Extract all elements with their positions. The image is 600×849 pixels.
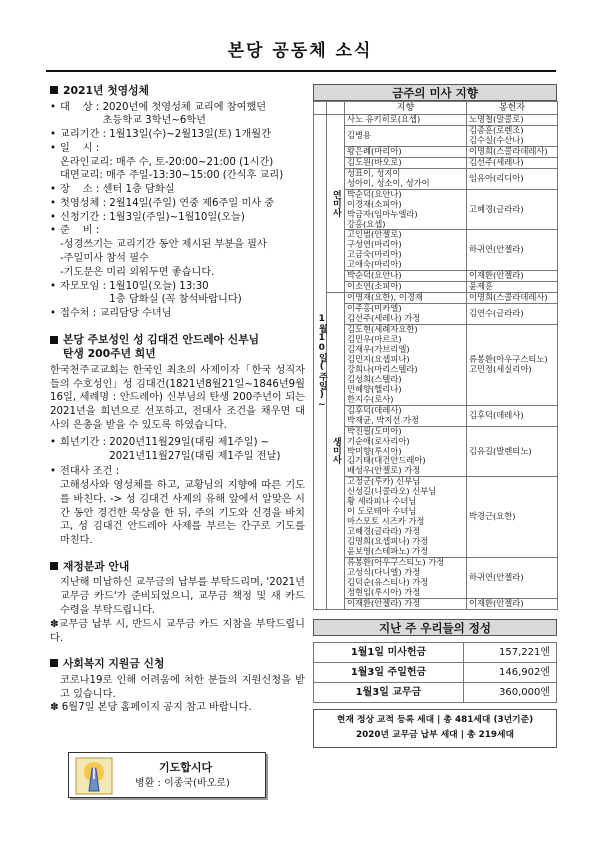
requester-cell: 노명철(말콜로) (467, 115, 558, 126)
offering-table (313, 642, 557, 703)
prayer-title: 기도합시다 (159, 761, 213, 774)
section-heading: 2021년 첫영성체 (50, 84, 305, 99)
intention-cell: 박순덕(요안나) (345, 271, 467, 282)
group-cell-living: 생미사 (327, 293, 345, 610)
praying-hands-icon (75, 757, 113, 795)
table-row (314, 157, 558, 168)
welfare-note: ✽ 6월7일 본당 홈페이지 공지 참고 바랍니다. (50, 702, 252, 714)
offering-label: 1월3일 주일헌금 (314, 662, 464, 682)
requester-cell: 김후덕(데레사) (467, 405, 558, 426)
square-bullet-icon (50, 659, 58, 667)
section-heading: 본당 주보성인 성 김대건 안드레아 신부님 탄생 200주년 희년 (50, 333, 305, 362)
offering-value: 146,902엔 (464, 662, 557, 682)
offering-value: 157,221엔 (464, 642, 557, 662)
registered-households: 현재 정상 교적 등록 세대 | 총 481세대 (3년기준) (336, 714, 534, 725)
intention-cell: 이재환(안젤라) 가정 (345, 598, 467, 609)
jubilee-body: 한국천주교교회는 한국인 최초의 사제이자「한국 성직자들의 수호성인」성 김대건(1821년8월21일~1846년9월16일, 세례명 : 안드레아) 신부님의 탄생 200주년이 되는 2021년을 희년으로 선포하고, 전대사 조건을 채우면 대사의 은총을 받을 수 있도록 하였습니다. (50, 364, 305, 431)
table-row (314, 557, 558, 598)
table-row (314, 293, 558, 304)
requester-cell: 이재환(안젤라) (467, 598, 558, 609)
info-row: • 자모모임 : 1월10일(오늘) 13:30 1층 담화실 (꼭 참석바랍니다) (50, 280, 305, 308)
registration-summary (313, 709, 557, 748)
offering-row (314, 682, 557, 702)
intention-cell: 왕은례(마리아) (345, 146, 467, 157)
intention-cell: 김후덕(데레사) 박재균, 박지선 가정 (345, 405, 467, 426)
table-row (314, 426, 558, 477)
intention-cell: 이주홍(미카엘) 김선주(세레나) 가정 (345, 304, 467, 325)
info-key: 첫영성체 (60, 197, 100, 209)
requester-cell: 김선주(세레나) (467, 157, 558, 168)
info-value (103, 224, 305, 238)
table-row (314, 271, 558, 282)
column-header-requester: 봉헌자 (467, 102, 558, 115)
right-column (313, 84, 557, 748)
offering-label: 1월3일 교무금 (314, 682, 464, 702)
info-row: • 준 비 : (50, 224, 305, 238)
table-row (314, 598, 558, 609)
welfare-body: 코로나19로 인해 어려움에 처한 분들의 지원신청을 받고 있습니다. (60, 674, 305, 700)
requester-cell: 김종훈(로렌조) 김수실(수산나) (467, 125, 558, 146)
left-column (50, 84, 305, 724)
info-row: • 접수처 : 교리담당 수녀님 (50, 307, 305, 321)
requester-cell: 이명희(스콜라데레사) (467, 293, 558, 304)
info-value: 2020년에 첫영성체 교리에 참여했던 초등학교 3학년~6학년 (102, 101, 267, 127)
requester-cell: 이명희(스콜라데레사) (467, 146, 558, 157)
info-row: • 교리기간 : 1월13일(수)~2월13일(토) 1개월간 (50, 128, 305, 142)
intention-cell: 박진필(도미아) 기순애(로사리아) 박미향(루시아) 김기태(대건안드레아) 배성우(안젤로) 가정 (345, 426, 467, 477)
requester-cell: 하귀연(안젤라) (467, 557, 558, 598)
intention-cell: 이명재(요한), 이경재 (345, 293, 467, 304)
table-row (314, 168, 558, 189)
title-divider (46, 70, 556, 72)
requester-cell: 박경근(요한) (467, 477, 558, 558)
info-key: 대 상 (60, 101, 93, 113)
table-corner (314, 102, 327, 115)
info-key: 교리기간 (60, 129, 100, 141)
mass-intention-title: 금주의 미사 지향 (313, 84, 557, 101)
info-value: 교리담당 수녀님 (99, 308, 172, 320)
section-first-communion (50, 84, 305, 321)
requester-cell: 임유아(리디아) (467, 168, 558, 189)
offering-label: 1월1일 미사헌금 (314, 642, 464, 662)
square-bullet-icon (50, 86, 58, 94)
finance-note: ✽교무금 납부 시, 반드시 교무금 카드 지참을 부탁드립니다. (50, 618, 305, 644)
mass-intention-table (313, 101, 558, 610)
requester-cell: 김유길(발렌티노) (467, 426, 558, 477)
page-title: 본당 공동체 소식 (227, 41, 373, 61)
requester-cell: 김연수(글라라) (467, 304, 558, 325)
jubilee-condition-text: 고해성사와 영성체를 하고, 교황님의 지향에 따른 기도를 바친다. -> 성 김대건 사제의 유해 앞에서 알맞은 시간 동안 경건한 묵상을 한 뒤, 주의 기도와 신경을 바치고, 성 김대건 안드레아 사제를 부르는 간구로 기도를 마친다. (60, 480, 305, 547)
intention-cell: 류봉환(아우구스티노) 가정 고성식(다니엘) 가정 김덕순(유스티나) 가정 정현임(루시아) 가정 (345, 557, 467, 598)
intention-cell: 이소연(소피아) (345, 282, 467, 293)
offering-row (314, 662, 557, 682)
info-value: 1월13일(수)~2월13일(토) 1개월간 (109, 129, 271, 141)
jubilee-condition-label: • 전대사 조건 : (50, 466, 120, 478)
table-row (314, 146, 558, 157)
paid-households: 2020년 교무금 납부 세대 | 총 219세대 (356, 730, 514, 741)
info-value: 1월3일(주일)~1월10일(오늘) (109, 211, 245, 223)
requester-cell: 류봉환(아우구스티노) 고민정(세실리아) (467, 325, 558, 406)
info-value: 센터 1층 담화실 (102, 184, 175, 196)
square-bullet-icon (50, 336, 58, 344)
intention-cell: 김병용 (345, 125, 467, 146)
info-key: 자모모임 (60, 280, 100, 292)
finance-body: 지난해 미납하신 교무금의 납부를 부탁드리며, '2021년 교무금 카드'가 준비되었으니, 교무금 책정 및 새 카드 수령을 부탁드립니다. (60, 577, 305, 616)
info-row: • 대 상 : 2020년에 첫영성체 교리에 참여했던 초등학교 3학년~6학년 (50, 101, 305, 129)
offering-title: 지난 주 우리들의 정성 (313, 619, 557, 636)
column-header-intention: 지향 (345, 102, 467, 115)
info-key: 장 소 (60, 184, 93, 196)
requester-cell: 이재환(안젤라) (467, 271, 558, 282)
table-row (314, 115, 558, 126)
table-row (314, 282, 558, 293)
offering-row (314, 642, 557, 662)
table-row (314, 325, 558, 406)
info-row: • 장 소 : 센터 1층 담화실 (50, 183, 305, 197)
info-row: • 일 시 : (50, 142, 305, 156)
square-bullet-icon (50, 562, 58, 570)
info-row: • 첫영성체 : 2월14일(주일) 연중 제6주일 미사 중 (50, 197, 305, 211)
table-row (314, 405, 558, 426)
info-key: 일 시 (60, 142, 93, 154)
preparation-text: -성경쓰기는 교리기간 동안 제시된 부분을 필사 -주일미사 참석 필수 -기도문은 미리 외워두면 좋습니다. (60, 239, 267, 278)
info-value: 2월14일(주일) 연중 제6주일 미사 중 (109, 197, 275, 209)
info-row: • 신청기간 : 1월3일(주일)~1월10일(오늘) (50, 211, 305, 225)
section-jubilee (50, 333, 305, 548)
section-heading: 재정분과 안내 (50, 560, 305, 575)
intention-cell: 고정군(루카) 신부님 신성길(니콜라오) 신부님 황 세라피나 수녀님 이 도로테아 수녀님 마스모토 시즈카 가정 고혜경(글라라) 가정 김명희(요셉피나) 가정 윤보영(스테파노) 가정 (345, 477, 467, 558)
info-key: 신청기간 (60, 211, 100, 223)
intention-cell: 박순덕(요안나) 이경재(소피아) 박금자(임마누엘라) 강홍(요셉) (345, 189, 467, 230)
intention-cell: 고인범(안젤로) 구성연(마리아) 고금숙(마리아) 고애숙(마리아) (345, 230, 467, 271)
group-cell-memorial: 연미사 (327, 115, 345, 293)
info-key: 접수처 (60, 308, 90, 320)
section-welfare (50, 657, 305, 715)
requester-cell: 하귀연(안젤라) (467, 230, 558, 271)
table-row (314, 189, 558, 230)
prayer-line: 병환 : 이종국(바오로) (135, 778, 230, 789)
intention-cell: 김도현(세례자요한) 김민우(마르코) 김재우(가브리엘) 김민지(요셉피나) 강희나(마리스텔라) 김성희(스텔라) 민혜향(헬리나) 한지수(로사) (345, 325, 467, 406)
intention-cell: 사노 유키히로(요셉) (345, 115, 467, 126)
section-finance (50, 560, 305, 645)
jubilee-period: • 희년기간 : 2020년11월29일(대림 제1주일) ~ 2021년11월27일(대림 제1주일 전날) (50, 436, 281, 462)
table-row (314, 477, 558, 558)
offering-value: 360,000엔 (464, 682, 557, 702)
requester-cell: 고혜경(글라라) (467, 189, 558, 230)
schedule-text: 온라인교리: 매주 수, 토-20:00~21:00 (1시간) 대면교리: 매주 주일-13:30~15:00 (간식후 교리) (60, 156, 284, 182)
section-heading: 사회복지 지원금 신청 (50, 657, 305, 672)
table-row (314, 125, 558, 146)
info-value: 1월10일(오늘) 13:30 1층 담화실 (꼭 참석바랍니다) (109, 280, 242, 306)
info-key: 준 비 (60, 225, 93, 237)
requester-cell: 윤제훈 (467, 282, 558, 293)
date-cell: 1월10일(주일)~ (314, 115, 327, 610)
info-value (103, 142, 305, 156)
table-row (314, 230, 558, 271)
prayer-box (68, 752, 266, 798)
table-row (314, 304, 558, 325)
intention-cell: 성표이, 성지이 성아이, 성소이, 성가이 (345, 168, 467, 189)
intention-cell: 김도원(바오로) (345, 157, 467, 168)
